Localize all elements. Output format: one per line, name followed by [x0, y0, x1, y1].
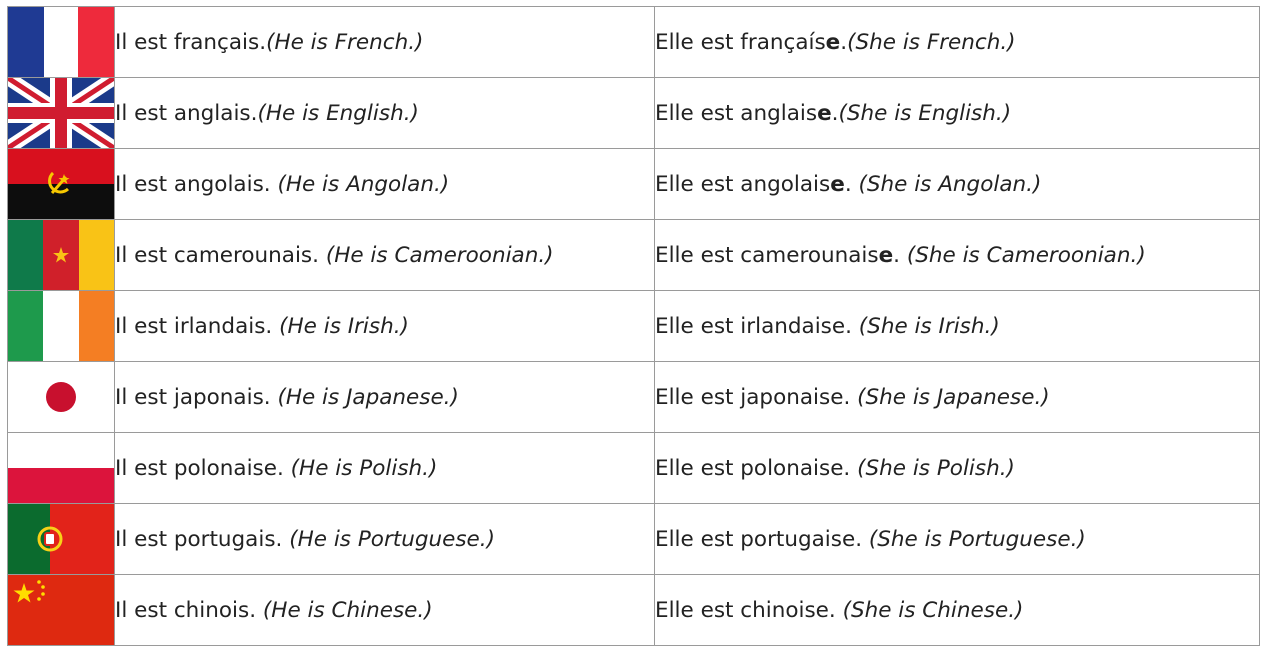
french-text: Il est anglais. — [115, 100, 258, 126]
ireland-flag-icon — [8, 291, 114, 361]
flag-cell — [8, 575, 115, 646]
feminine-ending: e — [825, 29, 841, 55]
feminine-sentence — [655, 220, 1260, 291]
english-gloss: (He is Portuguese.) — [289, 526, 496, 552]
english-gloss: (He is Chinese.) — [262, 597, 433, 623]
feminine-sentence — [655, 149, 1260, 220]
french-text: Il est polonaise. — [115, 455, 291, 481]
flag-cell — [8, 433, 115, 504]
punctuation: . — [844, 171, 859, 197]
english-gloss: (She is Chinese.) — [842, 597, 1024, 623]
masculine-sentence — [115, 78, 655, 149]
english-gloss: (He is Polish.) — [290, 455, 438, 481]
masculine-sentence — [115, 291, 655, 362]
masculine-sentence — [115, 220, 655, 291]
masculine-sentence — [115, 575, 655, 646]
portugal-flag-icon — [8, 504, 114, 574]
feminine-sentence — [655, 575, 1260, 646]
english-gloss: (She is French.) — [847, 29, 1016, 55]
table-row — [8, 78, 1260, 149]
french-text: Il est camerounais. — [115, 242, 326, 268]
english-gloss: (He is Irish.) — [279, 313, 409, 339]
punctuation: . — [831, 100, 839, 126]
table-row — [8, 504, 1260, 575]
japan-flag-icon — [8, 362, 114, 432]
english-gloss: (He is Cameroonian.) — [325, 242, 554, 268]
english-gloss: (He is English.) — [257, 100, 419, 126]
punctuation: . — [840, 29, 848, 55]
flag-cell — [8, 362, 115, 433]
poland-flag-icon — [8, 433, 114, 503]
french-text: Elle est irlandaise. — [655, 313, 859, 339]
table-row — [8, 433, 1260, 504]
flag-cell — [8, 220, 115, 291]
english-gloss: (She is Irish.) — [858, 313, 1000, 339]
feminine-sentence — [655, 78, 1260, 149]
masculine-sentence — [115, 504, 655, 575]
french-text: Il est chinois. — [115, 597, 263, 623]
table-row — [8, 575, 1260, 646]
flag-cell — [8, 7, 115, 78]
feminine-sentence — [655, 7, 1260, 78]
table-row — [8, 7, 1260, 78]
flag-cell — [8, 504, 115, 575]
france-flag-icon — [8, 7, 114, 77]
english-gloss: (She is Japanese.) — [857, 384, 1050, 410]
flag-cell — [8, 78, 115, 149]
feminine-sentence — [655, 504, 1260, 575]
french-text: Il est portugais. — [115, 526, 290, 552]
china-flag-icon — [8, 575, 114, 645]
feminine-sentence — [655, 291, 1260, 362]
feminine-sentence — [655, 433, 1260, 504]
french-text: Elle est chinoise. — [655, 597, 843, 623]
feminine-ending: e — [830, 171, 845, 197]
english-gloss: (She is English.) — [838, 100, 1012, 126]
table-row — [8, 220, 1260, 291]
french-text: Elle est anglais — [655, 100, 818, 126]
punctuation: . — [893, 242, 907, 268]
french-text: Elle est japonaise. — [655, 384, 858, 410]
uk-flag-icon — [8, 78, 114, 148]
table-row — [8, 362, 1260, 433]
french-text: Elle est polonaise. — [655, 455, 858, 481]
french-text: Elle est angolais — [655, 171, 831, 197]
english-gloss: (She is Polish.) — [857, 455, 1015, 481]
french-text: Elle est portugaise. — [655, 526, 869, 552]
french-text: Elle est camerounais — [655, 242, 879, 268]
french-text: Il est irlandais. — [115, 313, 280, 339]
english-gloss: (She is Cameroonian.) — [906, 242, 1146, 268]
table-row — [8, 291, 1260, 362]
french-text: Il est français. — [115, 29, 267, 55]
feminine-ending: e — [817, 100, 832, 126]
nationality-table — [7, 6, 1260, 646]
cameroon-flag-icon — [8, 220, 114, 290]
french-text: Il est angolais. — [115, 171, 278, 197]
masculine-sentence — [115, 7, 655, 78]
english-gloss: (She is Angolan.) — [858, 171, 1042, 197]
feminine-sentence — [655, 362, 1260, 433]
angola-flag-icon — [8, 149, 114, 219]
masculine-sentence — [115, 362, 655, 433]
english-gloss: (He is Japanese.) — [277, 384, 459, 410]
english-gloss: (He is French.) — [266, 29, 424, 55]
english-gloss: (She is Portuguese.) — [868, 526, 1086, 552]
masculine-sentence — [115, 149, 655, 220]
flag-cell — [8, 149, 115, 220]
french-text: Il est japonais. — [115, 384, 278, 410]
feminine-ending: e — [878, 242, 894, 268]
masculine-sentence — [115, 433, 655, 504]
flag-cell — [8, 291, 115, 362]
table-row — [8, 149, 1260, 220]
french-text: Elle est françaís — [655, 29, 826, 55]
english-gloss: (He is Angolan.) — [277, 171, 450, 197]
